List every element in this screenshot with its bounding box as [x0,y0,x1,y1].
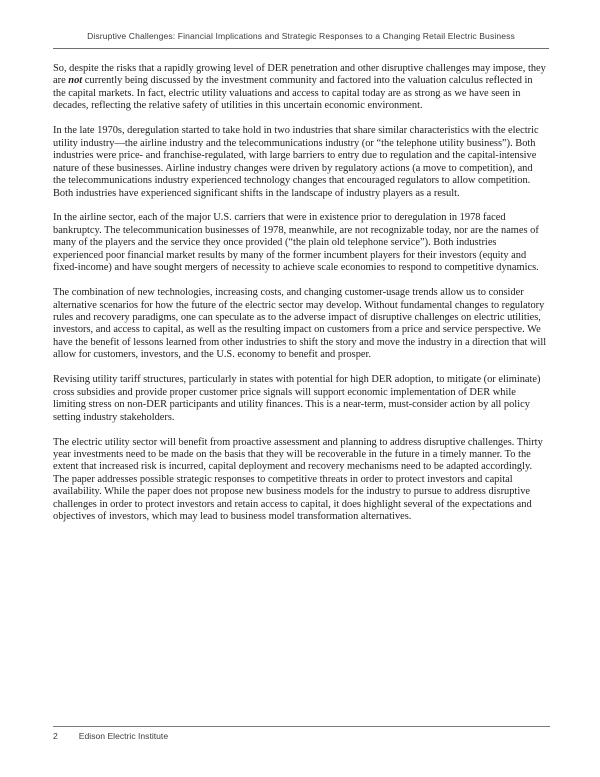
paragraph-text: In the late 1970s, deregulation started to take hold in two industries that share similar characteristics with the electric utility industry—the airline industry and the telecommunications industry (or “the telephone utility business”). Both industries were price- and franchise-regulated, with large barriers to entry due to regulation and the capital-intensive nature of these businesses. Airline industry changes were driven by regulatory actions (a move to competition), and the telecommunications industry experienced technology changes that encouraged regulators to allow competition. Both industries have experienced significant shifts in the landscape of industry players as a result. [53,125,539,199]
emphasized-text: not [68,75,83,87]
page-number: 2 [53,731,58,741]
paragraph-text: The electric utility sector will benefit from proactive assessment and planning to address disruptive challenges. Thirty year investments need to be made on the basis that they will be recoverable in the future in a timely manner. To the extent that increased risk is incurred, capital deployment and recovery mechanisms need to be adapted accordingly. The paper addresses possible strategic responses to competitive threats in order to protect investors and capital availability. While the paper does not propose new business models for the industry to pursue to address disruptive challenges in order to protect investors and retain access to capital, it does highlight several of the expectations and objectives of investors, which may lead to business model transformation alternatives. [53,436,543,523]
running-header-title: Disruptive Challenges: Financial Implications and Strategic Responses to a Changing Retail Electric Business [87,31,515,41]
header-divider [53,48,549,49]
paragraph-text: So, despite the risks that a rapidly growing level of DER penetration and other disruptive challenges may impose, they are [53,63,546,87]
paragraph [53,125,547,200]
paragraph [53,287,547,362]
paragraph-text: The combination of new technologies, increasing costs, and changing customer-usage trends allow us to consider alternative scenarios for how the future of the electric sector may develop. Without fundamental changes to regulatory rules and recovery paradigms, one can speculate as to the adverse impact of disruptive challenges on electric utilities, investors, and access to capital, as well as the resulting impact on customers from a price and service perspective. We have the benefit of lessons learned from other industries to shift the story and move the industry in a direction that will allow for customers, investors, and the U.S. economy to benefit and prosper. [53,287,547,361]
paragraph-text: currently being discussed by the investment community and factored into the valuation calculus reflected in the capital markets. In fact, electric utility valuations and access to capital today are as strong as we have seen in decades, reflecting the relative safety of utilities in this uncertain economic environment. [53,75,533,112]
paragraph [53,374,547,424]
paragraph [53,63,547,113]
footer-organization: Edison Electric Institute [78,731,169,741]
paragraph-text: Revising utility tariff structures, particularly in states with potential for high DER adoption, to mitigate (or eliminate) cross subsidies and provide proper customer price signals will support economic implementation of DER while limiting stress on non-DER participants and utility finances. This is a near-term, must-consider action by all policy setting industry stakeholders. [53,374,541,423]
paragraph [53,437,547,524]
footer-divider [53,726,550,727]
page-footer [53,731,550,741]
paragraph [53,212,547,274]
paragraph-text: In the airline sector, each of the major U.S. carriers that were in existence prior to deregulation in 1978 faced bankruptcy. The telecommunication businesses of 1978, meanwhile, are not recognizable today, nor are the names of many of the players and the service they once provided (“the plain old telephone service”). Both industries experienced poor financial market results by many of the former incumbent players for their investors (equity and fixed-income) and have sought mergers of necessity to achieve scale economies to respond to competitive dynamics. [53,212,539,274]
body-paragraphs [53,63,547,524]
